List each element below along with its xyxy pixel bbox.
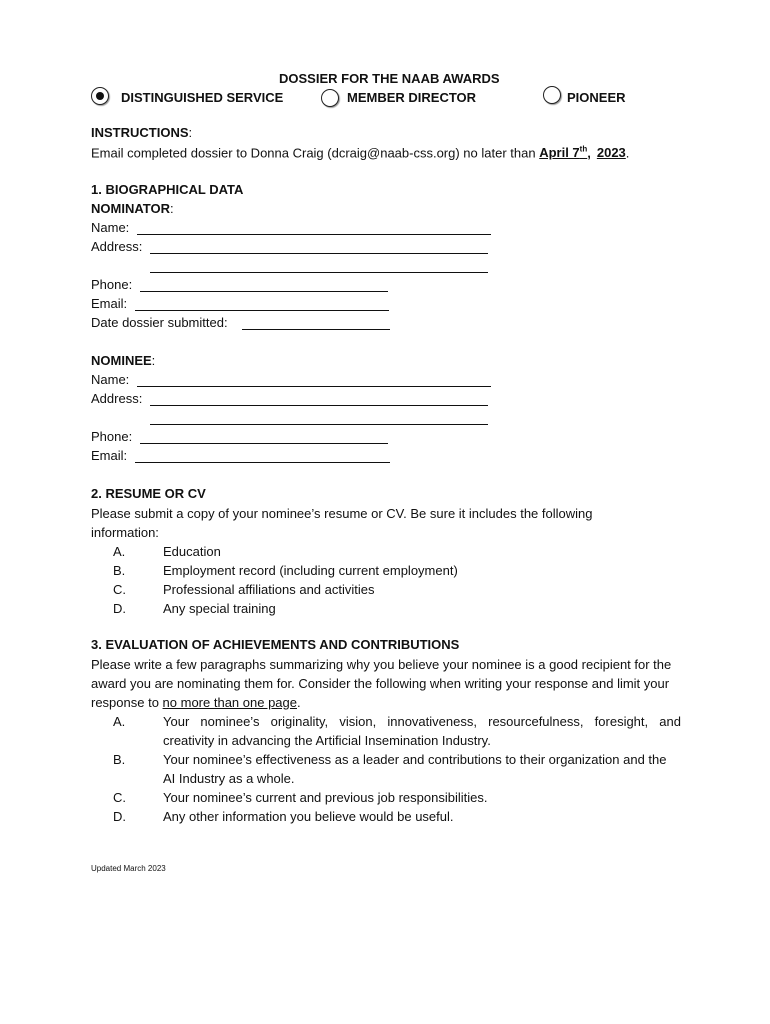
instructions-text-after: . [625, 145, 630, 161]
nominator-address-field-1[interactable] [150, 253, 488, 254]
instructions-heading-row [91, 125, 192, 140]
deadline-month [539, 145, 587, 160]
member-director-label: MEMBER DIRECTOR [347, 90, 477, 105]
list-letter: C. [113, 582, 126, 597]
section3-text-underlined: no more than one page [162, 695, 297, 710]
section3-text [91, 655, 681, 712]
list-text: Professional affiliations and activities [163, 582, 375, 597]
nominator-email-label: Email: [91, 296, 128, 311]
instructions-text [91, 145, 629, 160]
list-text: Any other information you believe would be useful. [163, 809, 454, 824]
list-text: Your nominee’s current and previous job responsibilities. [163, 790, 488, 805]
distinguished-service-radio[interactable] [91, 87, 109, 105]
nominator-name-label: Name: [91, 220, 130, 235]
list-letter: B. [113, 752, 126, 767]
pioneer-radio[interactable] [543, 86, 561, 104]
updated-note: Updated March 2023 [91, 864, 166, 873]
list-text: Your nominee’s originality, vision, innovativeness, resourcefulness, foresight, and creativity in advancing the Artificial Insemination Industry. [163, 714, 681, 748]
deadline-year: 2023 [596, 145, 626, 161]
list-text: Your nominee’s effectiveness as a leader and contributions to their organization and the AI Industry as a whole. [163, 752, 667, 786]
list-letter: D. [113, 809, 126, 824]
section2-heading: 2. RESUME OR CV [91, 486, 206, 501]
radio-selected-dot [96, 92, 104, 100]
instructions-colon: : [188, 125, 193, 140]
nominee-address-field-1[interactable] [150, 405, 488, 406]
nominee-name-label: Name: [91, 372, 130, 387]
nominator-name-field[interactable] [137, 234, 491, 235]
list-item [113, 750, 681, 790]
section3-text-before: Please write a few paragraphs summarizing why you believe your nominee is a good recipient for the award you are nominating them for. Consider the following when writing your response and limit your response to [91, 657, 672, 710]
section3-text-after: . [296, 695, 301, 710]
list-letter: B. [113, 563, 126, 578]
nominee-email-field[interactable] [135, 462, 390, 463]
nominee-heading-row [91, 353, 155, 368]
date-submitted-label: Date dossier submitted: [91, 315, 228, 330]
nominee-colon: : [151, 353, 156, 368]
nominee-address-field-2[interactable] [150, 424, 488, 425]
list-text: Employment record (including current employment) [163, 563, 458, 578]
list-letter: A. [113, 544, 126, 559]
nominator-address-field-2[interactable] [150, 272, 488, 273]
list-item [113, 712, 681, 752]
nominator-address-label: Address: [91, 239, 143, 254]
list-letter: A. [113, 714, 126, 729]
nominator-phone-field[interactable] [140, 291, 388, 292]
nominator-heading-row [91, 201, 174, 216]
nominator-colon: : [169, 201, 174, 216]
section2-text: Please submit a copy of your nominee’s resume or CV. Be sure it includes the following information: [91, 506, 593, 540]
deadline-sup: th [579, 145, 588, 154]
nominator-phone-label: Phone: [91, 277, 133, 292]
nominee-phone-field[interactable] [140, 443, 388, 444]
nominator-heading: NOMINATOR [91, 201, 170, 216]
section3-heading: 3. EVALUATION OF ACHIEVEMENTS AND CONTRIBUTIONS [91, 637, 460, 652]
distinguished-service-label: DISTINGUISHED SERVICE [121, 90, 284, 105]
instructions-heading: INSTRUCTIONS [91, 125, 189, 140]
pioneer-label: PIONEER [567, 90, 626, 105]
nominee-name-field[interactable] [137, 386, 491, 387]
date-submitted-field[interactable] [242, 329, 390, 330]
deadline-comma: , [587, 145, 591, 161]
page-title: DOSSIER FOR THE NAAB AWARDS [279, 71, 500, 86]
list-text: Education [163, 544, 221, 559]
list-text: Any special training [163, 601, 276, 616]
instructions-text-before: Email completed dossier to Donna Craig (dcraig@naab-css.org) no later than [91, 145, 540, 161]
section1-heading: 1. BIOGRAPHICAL DATA [91, 182, 244, 197]
nominee-email-label: Email: [91, 448, 128, 463]
deadline-month-text: April 7 [539, 145, 580, 161]
nominator-email-field[interactable] [135, 310, 389, 311]
list-letter: D. [113, 601, 126, 616]
nominee-address-label: Address: [91, 391, 143, 406]
nominee-phone-label: Phone: [91, 429, 133, 444]
nominee-heading: NOMINEE [91, 353, 152, 368]
member-director-radio[interactable] [321, 89, 339, 107]
list-letter: C. [113, 790, 126, 805]
